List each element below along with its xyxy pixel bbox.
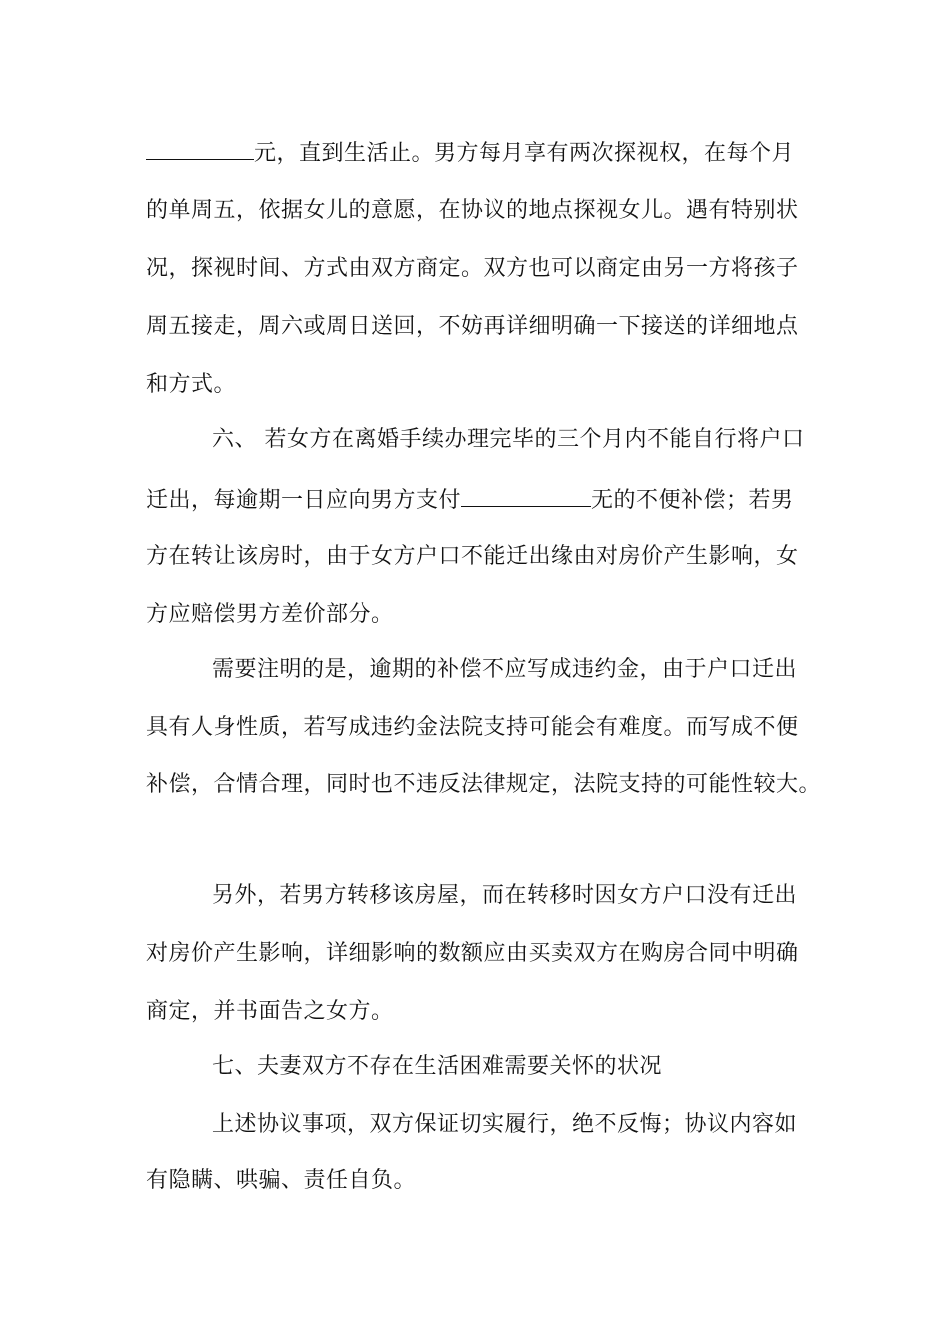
- text-line-18: 有隐瞒、哄骗、责任自负。: [146, 1168, 417, 1193]
- text-line-1: [146, 137, 794, 169]
- additional-paragraph-start: 另外，若男方转移该房屋，而在转移时因女方户口没有迁出: [212, 883, 798, 908]
- text-line-8: 方在转让该房时，由于女方户口不能迁出缘由对房价产生影响，女: [146, 544, 799, 569]
- fill-in-blank: [146, 137, 254, 160]
- text-line-5: 和方式。: [146, 372, 237, 397]
- text-line-11: 具有人身性质，若写成违约金法院支持可能会有难度。而写成不便: [146, 715, 799, 740]
- section-seven-heading: 七、夫妻双方不存在生活困难需要关怀的状况: [212, 1054, 663, 1079]
- text-segment: 元，直到生活止。男方每月享有两次探视权，在每个月: [254, 141, 795, 166]
- text-line-14: 对房价产生影响，详细影响的数额应由买卖双方在购房合同中明确: [146, 941, 799, 966]
- text-line-4: 周五接走，周六或周日送回，不妨再详细明确一下接送的详细地点: [146, 314, 799, 339]
- section-six-heading: 六、 若女方在离婚手续办理完毕的三个月内不能自行将户口: [212, 427, 805, 452]
- text-line-15: 商定，并书面告之女方。: [146, 999, 394, 1024]
- text-line-7: [146, 484, 794, 516]
- text-segment: 无的不便补偿；若男: [591, 488, 794, 513]
- text-line-3: 况，探视时间、方式由双方商定。双方也可以商定由另一方将孩子: [146, 256, 799, 281]
- text-segment: 迁出，每逾期一日应向男方支付: [146, 488, 462, 513]
- text-line-12: 补偿，合情合理，同时也不违反法律规定，法院支持的可能性较大。: [146, 772, 822, 797]
- note-paragraph-start: 需要注明的是，逾期的补偿不应写成违约金，由于户口迁出: [212, 657, 798, 682]
- text-line-9: 方应赔偿男方差价部分。: [146, 602, 394, 627]
- closing-paragraph-start: 上述协议事项，双方保证切实履行，绝不反悔；协议内容如: [212, 1112, 798, 1137]
- text-line-2: 的单周五，依据女儿的意愿，在协议的地点探视女儿。遇有特别状: [146, 198, 799, 223]
- fill-in-blank: [461, 484, 591, 507]
